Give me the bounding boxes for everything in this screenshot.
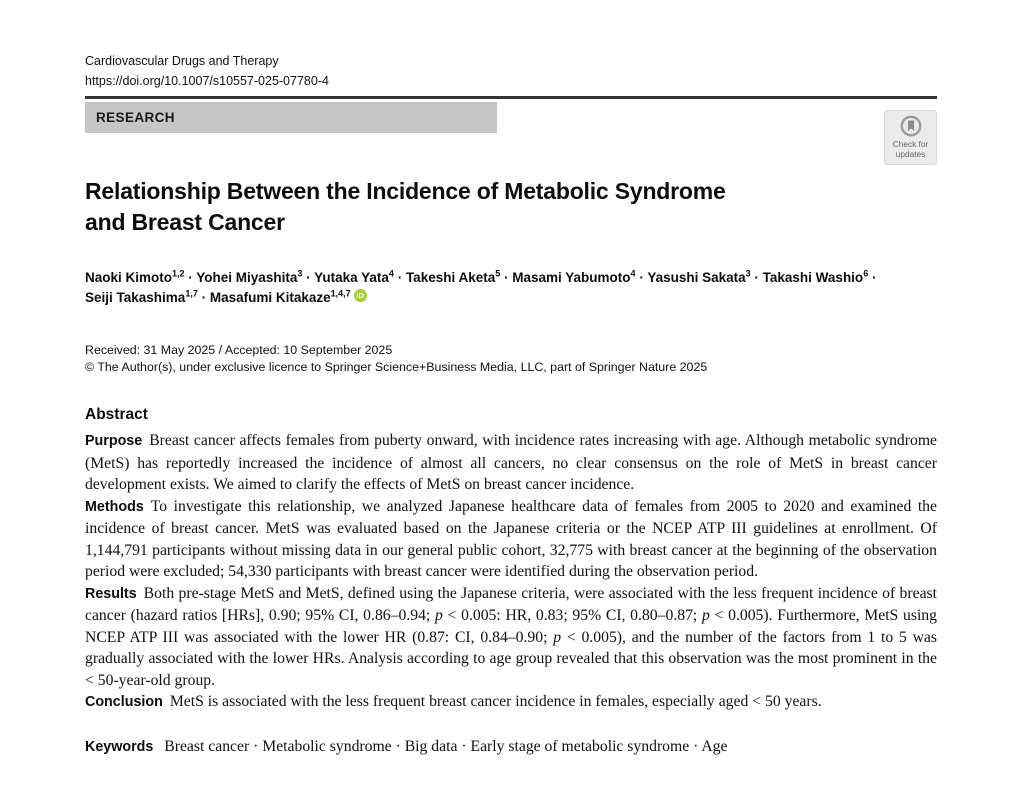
crossmark-icon	[899, 114, 923, 140]
title-line-2: and Breast Cancer	[85, 209, 285, 235]
journal-title: Cardiovascular Drugs and Therapy	[85, 54, 279, 68]
header-rule	[85, 96, 937, 99]
author-name: Naoki Kimoto$^{1,2}$	[85, 268, 185, 285]
author-name: Yohei Miyashita$^3$	[196, 268, 303, 285]
abstract-section	[85, 406, 937, 758]
article-title	[85, 176, 937, 238]
article-type-banner	[85, 102, 497, 133]
title-line-1: Relationship Between the Incidence of Metabolic Syndrome	[85, 178, 726, 204]
orcid-icon[interactable]: iD	[354, 289, 367, 302]
abstract-section-label: Conclusion	[85, 694, 163, 710]
author-name: Takashi Washio$^6$	[762, 268, 869, 285]
abstract-section-label: Purpose	[85, 433, 143, 449]
abstract-results: Results Both pre-stage MetS and MetS, defined using the Japanese criteria, were associated with the less frequent incidence of breast cancer (hazard ratios [HRs], 0.90; 95% CI, 0.86–0.94; p < 0.005: HR, 0.83; 95% CI, 0.80–0.87; p < 0.005). Furthermore, MetS using NCEP ATP III was associated with the lower HR (0.87: CI, 0.84–0.90; p < 0.005), and the number of the factors from 1 to 5 was gradually associated with the lower HRs. Analysis according to age group revealed that this observation was the most prominent in the < 50-year-old group.	[85, 584, 937, 689]
article-meta	[85, 342, 707, 375]
article-type-label: RESEARCH	[96, 110, 175, 125]
author-name: Takeshi Aketa$^5$	[405, 268, 501, 285]
author-name: Yasushi Sakata$^3$	[647, 268, 751, 285]
journal-header	[85, 51, 329, 91]
keywords-label: Keywords	[85, 738, 154, 755]
abstract-paragraphs	[85, 430, 937, 714]
check-updates-label-line2: updates	[895, 148, 926, 159]
abstract-purpose: Purpose Breast cancer affects females from puberty onward, with incidence rates increasing with age. Although metabolic syndrome (MetS) has reportedly increased the incidence of almost all cancers, no clear consensus on the role of MetS in breast cancer development exists. We aimed to clarify the effects of MetS on breast cancer incidence.	[85, 432, 937, 493]
author-name: Masami Yabumoto$^4$	[512, 268, 636, 285]
check-for-updates-button[interactable]	[884, 110, 937, 165]
check-updates-label-line1: Check for	[892, 139, 929, 149]
abstract-section-label: Results	[85, 585, 137, 602]
received-accepted-line: Received: 31 May 2025 / Accepted: 10 September 2025	[85, 343, 393, 357]
abstract-methods: Methods To investigate this relationship, we analyzed Japanese healthcare data of females from 2005 to 2020 and examined the incidence of breast cancer. MetS was evaluated based on the Japanese criteria or the NCEP ATP III guidelines at enrollment. Of 1,144,791 participants without missing data in our general public cohort, 32,775 with breast cancer at the beginning of the observation period were excluded; 54,330 participants with breast cancer were identified during the observation period.	[85, 497, 937, 580]
author-name: Seiji Takashima$^{1,7}$	[85, 288, 198, 305]
keywords-line	[85, 736, 937, 759]
abstract-section-label: Methods	[85, 498, 144, 515]
copyright-line: © The Author(s), under exclusive licence to Springer Science+Business Media, LLC, part of Springer Nature 2025	[85, 359, 708, 374]
author-list: Naoki Kimoto$^{1,2}$ · Yohei Miyashita$^3$ · Yutaka Yata$^4$ · Takeshi Aketa$^5$ · Masami Yabumoto$^4$ · Yasushi Sakata$^3$ · Takashi Washio$^6$ · Seiji Takashima$^{1,7}$ · Masafumi Kitakaze$^{1,4,7}$ iD	[85, 268, 877, 305]
abstract-conclusion: Conclusion MetS is associated with the less frequent breast cancer incidence in females, especially aged < 50 years.	[85, 693, 822, 710]
author-name: Yutaka Yata$^4$	[314, 268, 394, 285]
doi-link[interactable]: https://doi.org/10.1007/s10557-025-07780-4	[85, 74, 329, 88]
abstract-heading: Abstract	[85, 406, 148, 423]
keywords-values: Breast cancer · Metabolic syndrome · Big data · Early stage of metabolic syndrome · Age	[160, 737, 728, 755]
author-name: Masafumi Kitakaze$^{1,4,7}$	[209, 288, 351, 305]
